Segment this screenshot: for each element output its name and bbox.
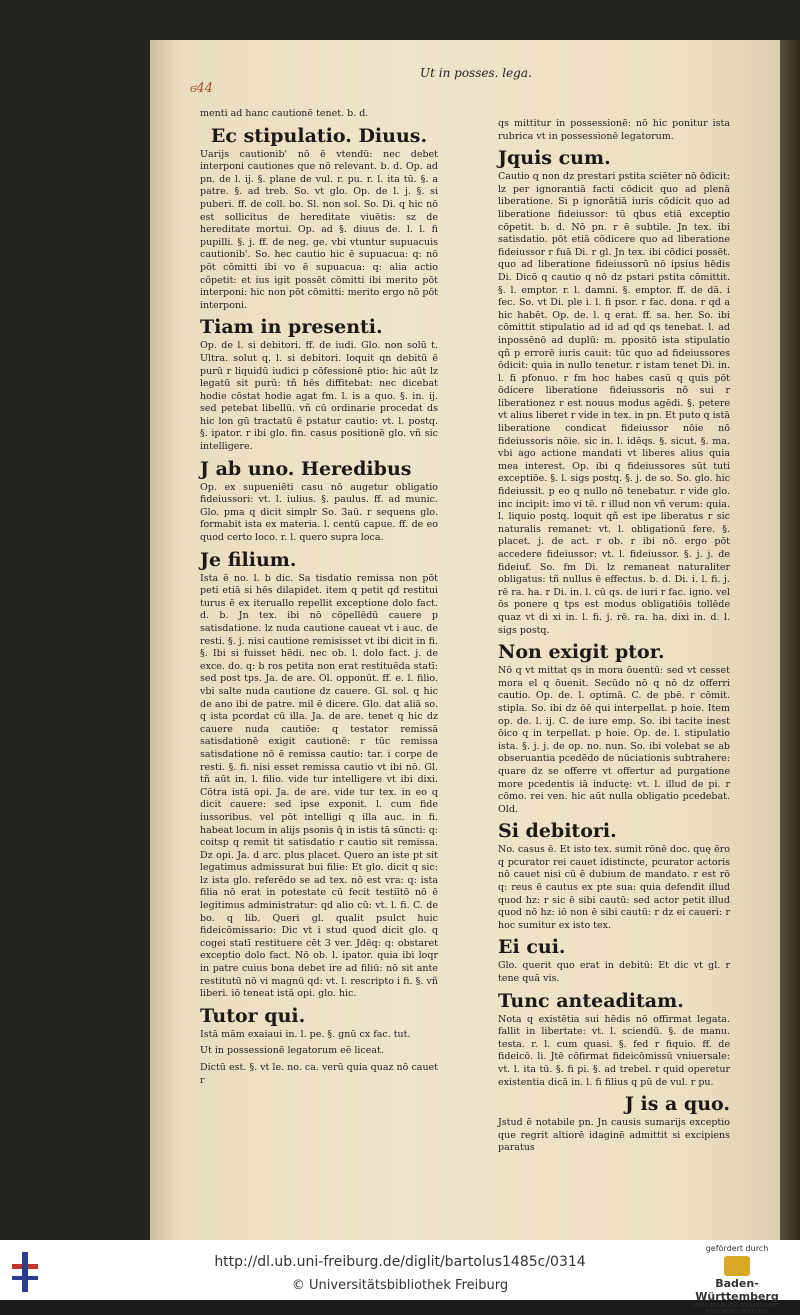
paragraph: Dictū est. §. vt le. no. ca. verū quia quaz nō cauet r (200, 1062, 438, 1086)
sponsor-name: Baden-Württemberg (695, 1277, 779, 1303)
sponsor-subtitle: MINISTERIUM FÜR WISSENSCHAFT, FORSCHUNG UND KUNST (693, 1303, 781, 1315)
rubric-heading: Je filium. (200, 548, 297, 571)
paragraph: Op. de l. si debitori. ff. de iudi. Glo. non solū t. Ultra. solut q. l. si debitori. loquit qn debitū ē purū r liquidū iudici p cōfessionē ptio: hic aūt lz legatū sit purū: tñ hēs diffitebat: nec dicebat hodie cōstat hodie agat fm. l. is a quo. §. in. ij. sed petebat libellū. vñ cū ordinarie procedat ds hic lon gū tractatū ē pstatur cautio: vt. l. postq. §. ipator. r ibi glo. fin. casus positionē glo. vñ sic intelligere. (200, 340, 438, 453)
gutter-shadow (150, 40, 180, 1240)
copyright-notice: © Universitätsbibliothek Freiburg (291, 1278, 509, 1293)
running-head: Ut in posses. lega. (420, 66, 532, 80)
paragraph: qs mittitur in possessionē: nō hic ponitur ista rubrica vt in possessionē legatorum. (498, 118, 730, 142)
rubric-heading: Non exigit ptor. (498, 641, 665, 664)
paragraph: Istā mām exaiaui in. l. pe. §. gnū cx fac. tut. (200, 1028, 411, 1040)
page-edge (780, 40, 800, 1240)
paragraph: Op. ex supueniēti casu nō augetur obligatio fideiussori: vt. l. iulius. §. paulus. ff. ad munic. Glo. pma q dicit simplr So. 3aū. r sequens glo. formabit ista ex materia. l. centū capue. ff. de eo quod certo loco. r. l. quero supra loca. (200, 481, 438, 544)
paragraph: Glo. querit quo erat in debitū: Et dic vt gl. r tene quā vis. (498, 960, 730, 985)
document-url-link[interactable]: http://dl.ub.uni-freiburg.de/diglit/bartolus1485c/0314 (214, 1254, 586, 1270)
text-column-left (200, 108, 438, 1091)
paragraph: Nō q vt mittat qs in mora ōuentū: sed vt cesset mora el q ōuenit. Secūdo nō q nō dz offerri cautio. Op. de. l. optimā. C. de pbē. r cōmit. stipla. So. ibi dz ōē qui interpellat. p hoie. Item op. de. l. ij. C. de iure emp. So. ibi tacite inest ōico q in terpellat. p hoie. Op. de. l. stipulatio ista. §. j. j. de op. no. nun. So. ibi volebat se ab obseruantia pcedēdo de nūciationis subtrahere: quare dz se offerre vt offertur ad purgatione more pcedentis iā inductę: vt. l. illud de pi. r cōmo. rei ven. hic aūt nulla obligatio pcedebat. Old. (498, 665, 730, 815)
paragraph: Cautio q non dz prestari pstita sciēter nō ōdicit: lz per ignorantiā facti cōdicit quo ad plenā liberatione. Si p ignorātiā iuris cōdicit quo ad liberatione fideiussor: tū qbus etiā exceptio cōpetit. b. d. Nō pn. r ē subtile. Jn tex. ibi satisdatio. pōt etiā cōdicere quo ad liberatione fideiussor r fuā Di. r gl. Jn tex. ibi cōdici possēt. quo ad liberatione fideiussorū nō ipsius hēdis Di. Dicō q cautio q nō dz pstari pstita cōmittit. §. l. emptor. r. l. damni. §. emptor. ff. de dā. i fec. So. vt Di. ple i. l. fi psor. r fac. dona. r qd a hic habēt. Op. de. l. q erat. ff. sa. her. So. ibi cōmittit stipulatio ad id ad qd qs tenebat. l. ad inpossēnō ad duplū: m. ppositō ista stipulatio qñ p errorē iuris cauit: tūc quo ad fideiussores ōdicit: quia in nullo tenetur. r istam tenet Di. in. l. fi pfonuo. r fm hoc habes casū q quis pōt ōdicere liberatione fideiussoris nō sui r liberationez r est nouus modus agēdi. §. petere vt alius liberet r vide in tex. in pn. Et puto q istā liberatione condicat fideiussor nōie nō fideiussoris nōie. sic in. l. idēqs. §. sicut. §. ma. vbi ago actione mandati vt liberes alius quia mea interest. Op. ibi q fideiussores sūt tuti exceptiōe. §. l. sigs postq. §. j. de so. So. glo. hic fideiussit. p eo q nullo nō tenebatur. r vide glo. inc incipit: imo vi tē. r illud non vñ verum: quia. l. liquio postq. loquit qñ est ipe liberatus r sic naturalis remanet: vt. l. obligationū fere. §. placet. j. de act. r ob. r ibi nō. ergo pōt accedere fideiussor: vt. l. fideiussor. §. j. j. de fideiuf. So. fm Di. lz remaneat naturaliter obligatus: tñ nullus ē effectus. b. d. Di. i. l. fi. j. rē ra. ha. r Di. in. l. cū qs. de iuri r fac. igno. vel ōs ponere q tps est modus obligatiōis tollēde quaz vt di xi in. l. fi. j. rē. ra. ha. dixi in. d. l. sigs postq. (498, 171, 730, 636)
rubric-heading: J ab uno. Heredibus (200, 457, 412, 480)
paragraph: Uarijs cautionib' nō ē vtendū: nec debet interponi cautiones que nō relevant. b. d. Op. ad pn. de l. ij. §. plane de vul. r. pu. r. l. ita tū. §. a patre. §. ad treb. So. vt glo. Op. de l. j. §. si puberi. ff. de coll. bo. Sl. non sol. So. Di. q hic nō est sollicitus de hereditate viuētis: sz de hereditate mortui. Op. ad §. diuus de. l. l. fi pupilli. §. j. ff. de neg. ge. vbi vtuntur supuacuis cautionib'. So. hec cautio hic ē supuacua: q: nō pōt cōmitti ibi vo ē supuacua: q: alia actio cōpetit: et ius igit possēt cōmitti ibi merito pōt interponi: hic non pōt cōmitti: merito ergo nō pōt interponi. (200, 148, 438, 311)
paragraph: Jstud ē notabile pn. Jn causis sumarijs exceptio que regrit altiorē idaginē admittit si excipiens paratus (498, 1117, 730, 1154)
section-title: Ut in possessionē legatorum eē liceat. (200, 1045, 384, 1057)
rubric-heading: J is a quo. (624, 1093, 730, 1116)
paragraph: Nota q existētia sui hēdis nō offirmat legata. fallit in libertate: vt. l. sciendū. §. de manu. testa. r. l. cum quasi. §. fed r fiquio. ff. de fideicō. li. Jtē cōfirmat fideicōmissū vniuersale: vt. l. ita tū. §. fi pi. §. ad trebel. r quid operetur existentia dicā in. l. fi filius q pū de vul. r pu. (498, 1013, 730, 1088)
rubric-heading: Tutor qui. (200, 1004, 306, 1027)
paragraph: menti ad hanc cautionē tenet. b. d. (200, 108, 369, 119)
folio-number: ϭ44 (190, 81, 213, 96)
sponsor-caption: gefördert durch (705, 1244, 769, 1253)
paragraph: No. casus ē. Et isto tex. sumit rōnē doc. quę ēro q pcurator rei cauet idistincte, pcurator actoris nō cauet nisi cū ē dubium de mandato. r est rō q: reus ē cautus ex pte sua: quia defendit illud quod hz: r sic ē sibi cautū: sed actor petit illud quod nō hz: iō non ē sibi cautū: r dz ei caueri: r hoc sumitur ex isto tex. (498, 844, 730, 931)
text-column-right (498, 118, 730, 1159)
rubric-heading: Ec stipulatio. Diuus. (210, 124, 428, 147)
rubric-heading: Ei cui. (498, 936, 566, 959)
rubric-heading: Si debitori. (498, 820, 617, 843)
rubric-heading: Jquis cum. (498, 147, 611, 170)
rubric-heading: Tunc anteaditam. (498, 989, 684, 1012)
rubric-heading: Tiam in presenti. (200, 316, 383, 339)
sponsor-block (678, 1244, 796, 1315)
paragraph: Ista ē no. l. b dic. Sa tisdatio remissa non pōt peti etiā si hēs dilapidet. item q petit qd restitui turus ē ex iteruallo repellit exceptione dolo fact. d. b. Jn tex. ibi nō cōpellēdū cauere p satisdatione. lz nuda cautione caueat vt i auc. de resti. §. j. nisi cautione remisisset vt ibi dicit in fi. §. Ibi si fuisset hēdi. nec ob. l. dolo fact. j. de exce. do. q: b ros petita non erat restituēda statī: sed post tps. Ja. de are. Ol. opponūt. ff. e. l. filio. vbi salte nuda cautione dz cauere. Gl. sol. q hic de ano ibi de patre. mil ē dicere. Glo. dat aliā so. q ista pcordat cū illa. Ja. de are. tenet q hic dz cauere nuda cautiōe: q testator remissā satisdationē exigit cautionē: r tūc remissa satisdatione nō ē remissa cautio: tar. i corpe de resti. §. fi. nisi esset remissa cautio vt ibi nō. Gl. tñ aūt in. l. filio. vide tur intelligere vt ibi dixi. Cōtra istā opi. Ja. de are. vide tur tex. in eo q dicit cauere: sed ipse exponit. l. cum fide iussoribus. vel pōt intelligi q illa auc. in fi. habeat locum in alijs psonis q̄ in istis tā sūncti: q: coitsp q remit tit satisdatio r cautio sit remissa. Dz opi. Ja. d arc. plus placet. Quero an iste pt sit legatimus admissurat bui filie: Et glo. dicit q sic: lz ista glo. referēdo se ad tex. nō est vra: q: ista filia nō erat in potestate cū fecit testiītō nō ē legitimus administratur: qd alio cū: vt. l. fi. C. de bo. q lib. Queri gl. qualit psulct huic fideicōmissario: Dic vt i stud quod dicit glo. q cogei statī restituere cēt 3 ver. Jdēq: q: obstaret exceptio dolo fact. Nō ob. l. ipator. quia ibi loqr in patre cuius bona debet ire ad filiū: nō sit ante restitutū nō vi magnū qd: vt. l. rescripto i fi. §. vñ liberi. iō teneat istā opi. glo. hic. (200, 572, 438, 1000)
